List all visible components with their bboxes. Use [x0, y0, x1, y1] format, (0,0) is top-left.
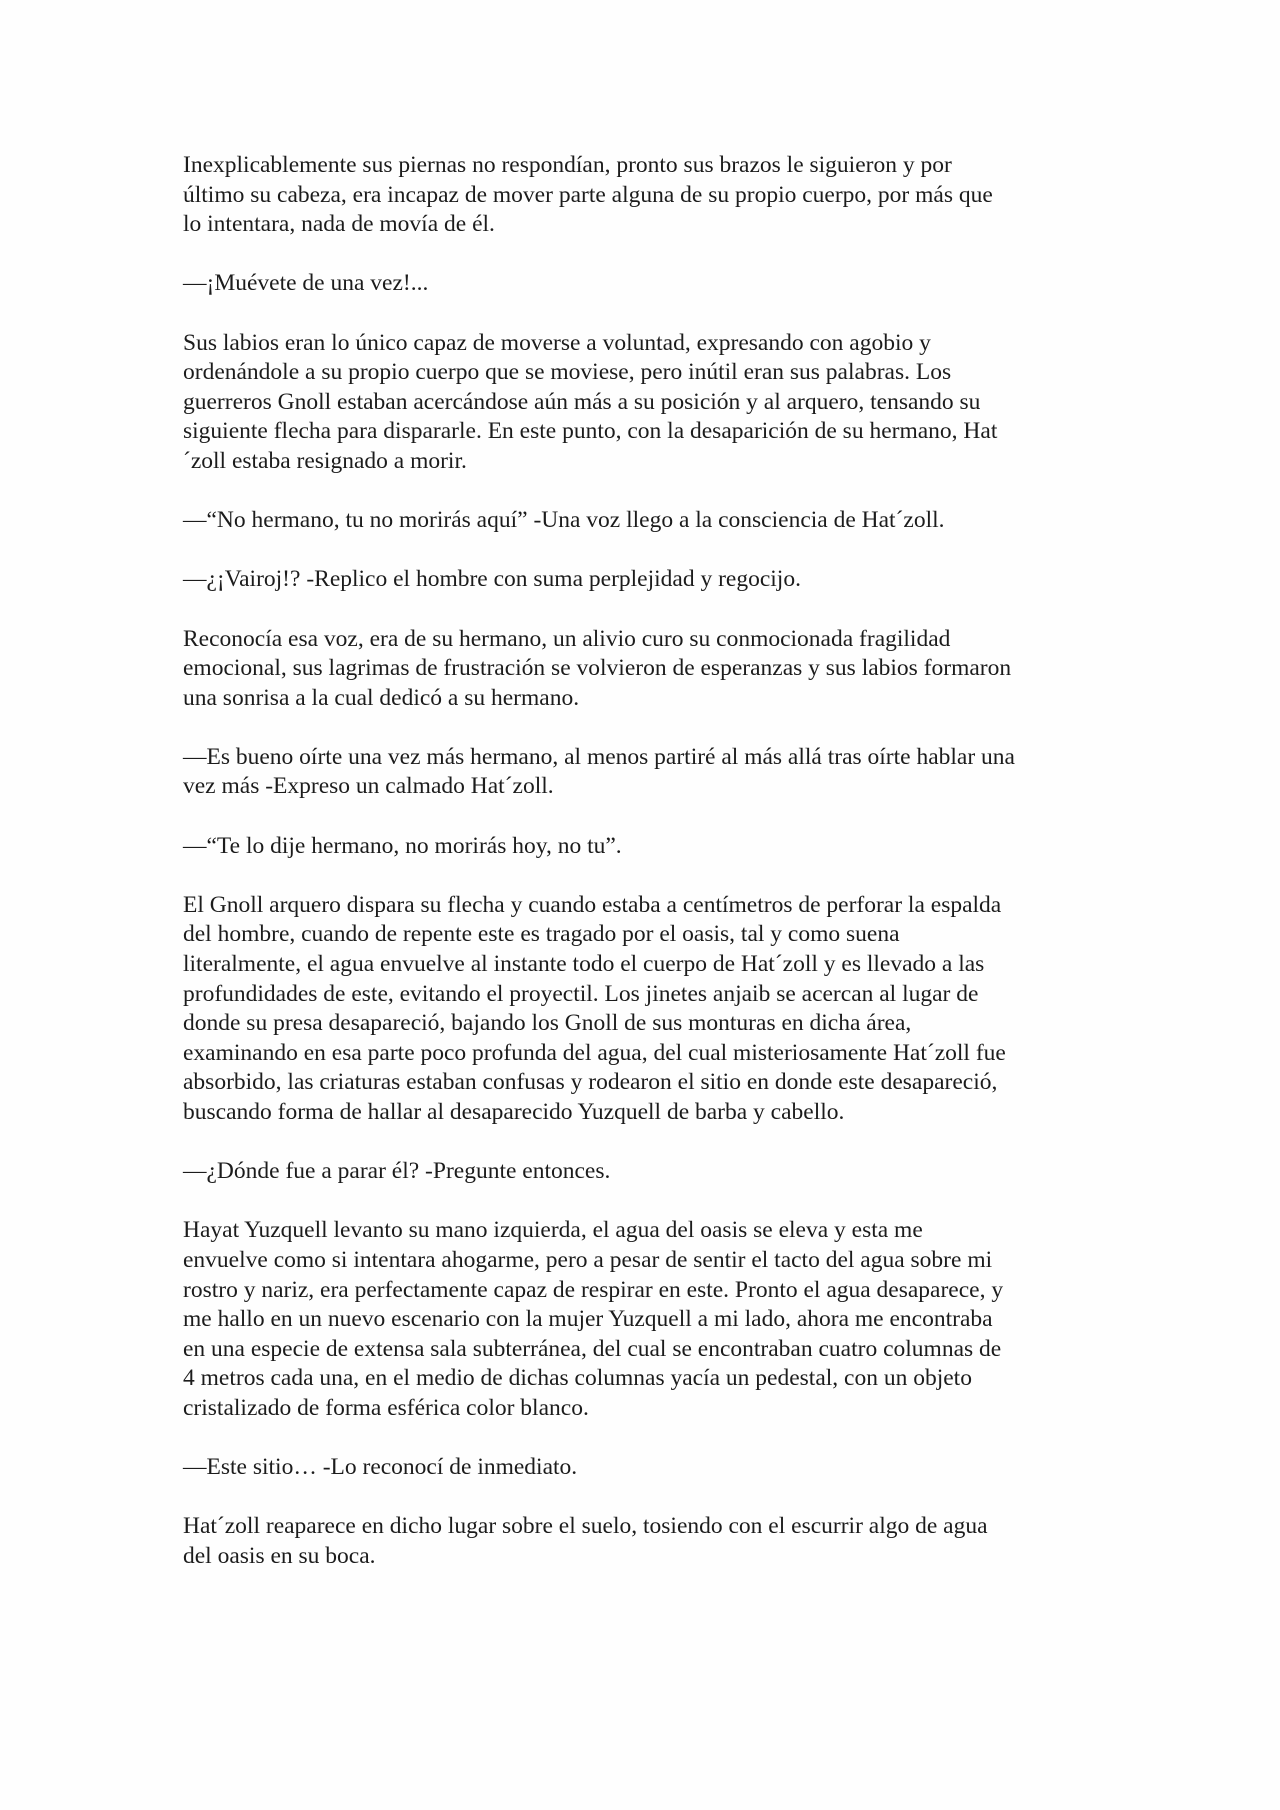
paragraph: —¡Muévete de una vez!... — [183, 270, 429, 297]
paragraph: —Es bueno oírte una vez más hermano, al menos partiré al más allá tras oírte hablar una vez más -Expreso un calmado Hat´zoll. — [183, 743, 1015, 800]
paragraph: Inexplicablemente sus piernas no respondían, pronto sus brazos le siguieron y por último su cabeza, era incapaz de mover parte alguna de su propio cuerpo, por más que lo intentara, nada de movía de él. — [183, 152, 993, 238]
paragraph: —¿Dónde fue a parar él? -Pregunte entonces. — [183, 1158, 611, 1185]
paragraph: —¿¡Vairoj!? -Replico el hombre con suma perplejidad y regocijo. — [183, 566, 801, 593]
body-text — [183, 151, 1103, 1572]
paragraph: —Este sitio… -Lo reconocí de inmediato. — [183, 1454, 578, 1481]
paragraph: —“Te lo dije hermano, no morirás hoy, no tu”. — [183, 832, 622, 859]
paragraph: —“No hermano, tu no morirás aquí” -Una voz llego a la consciencia de Hat´zoll. — [183, 507, 945, 534]
paragraph: El Gnoll arquero dispara su flecha y cuando estaba a centímetros de perforar la espalda del hombre, cuando de repente este es tragado por el oasis, tal y como suena literalmente, el agua envuelve al instante todo el cuerpo de Hat´zoll y es llevado a las profundidades de este, evitando el proyectil. Los jinetes anjaib se acercan al lugar de donde su presa desapareció, bajando los Gnoll de sus monturas en dicha área, examinando en esa parte poco profunda del agua, del cual misteriosamente Hat´zoll fue absorbido, las criaturas estaban confusas y rodearon el sitio en donde este desapareció, buscando forma de hallar al desaparecido Yuzquell de barba y cabello. — [183, 891, 1006, 1125]
paragraph: Sus labios eran lo único capaz de moverse a voluntad, expresando con agobio y ordenándole a su propio cuerpo que se moviese, pero inútil eran sus palabras. Los guerreros Gnoll estaban acercándose aún más a su posición y al arquero, tensando su siguiente flecha para dispararle. En este punto, con la desaparición de su hermano, Hat ´zoll estaba resignado a morir. — [183, 329, 998, 474]
paragraph: Hat´zoll reaparece en dicho lugar sobre el suelo, tosiendo con el escurrir algo de agua del oasis en su boca. — [183, 1513, 988, 1569]
paragraph: Hayat Yuzquell levanto su mano izquierda, el agua del oasis se eleva y esta me envuelve como si intentara ahogarme, pero a pesar de sentir el tacto del agua sobre mi rostro y nariz, era perfectamente capaz de respirar en este. Pronto el agua desaparece, y me hallo en un nuevo escenario con la mujer Yuzquell a mi lado, ahora me encontraba en una especie de extensa sala subterránea, del cual se encontraban cuatro columnas de 4 metros cada una, en el medio de dichas columnas yacía un pedestal, con un objeto cristalizado de forma esférica color blanco. — [183, 1217, 1004, 1421]
paragraph: Reconocía esa voz, era de su hermano, un alivio curo su conmocionada fragilidad emocional, sus lagrimas de frustración se volvieron de esperanzas y sus labios formaron una sonrisa a la cual dedicó a su hermano. — [183, 625, 1012, 711]
